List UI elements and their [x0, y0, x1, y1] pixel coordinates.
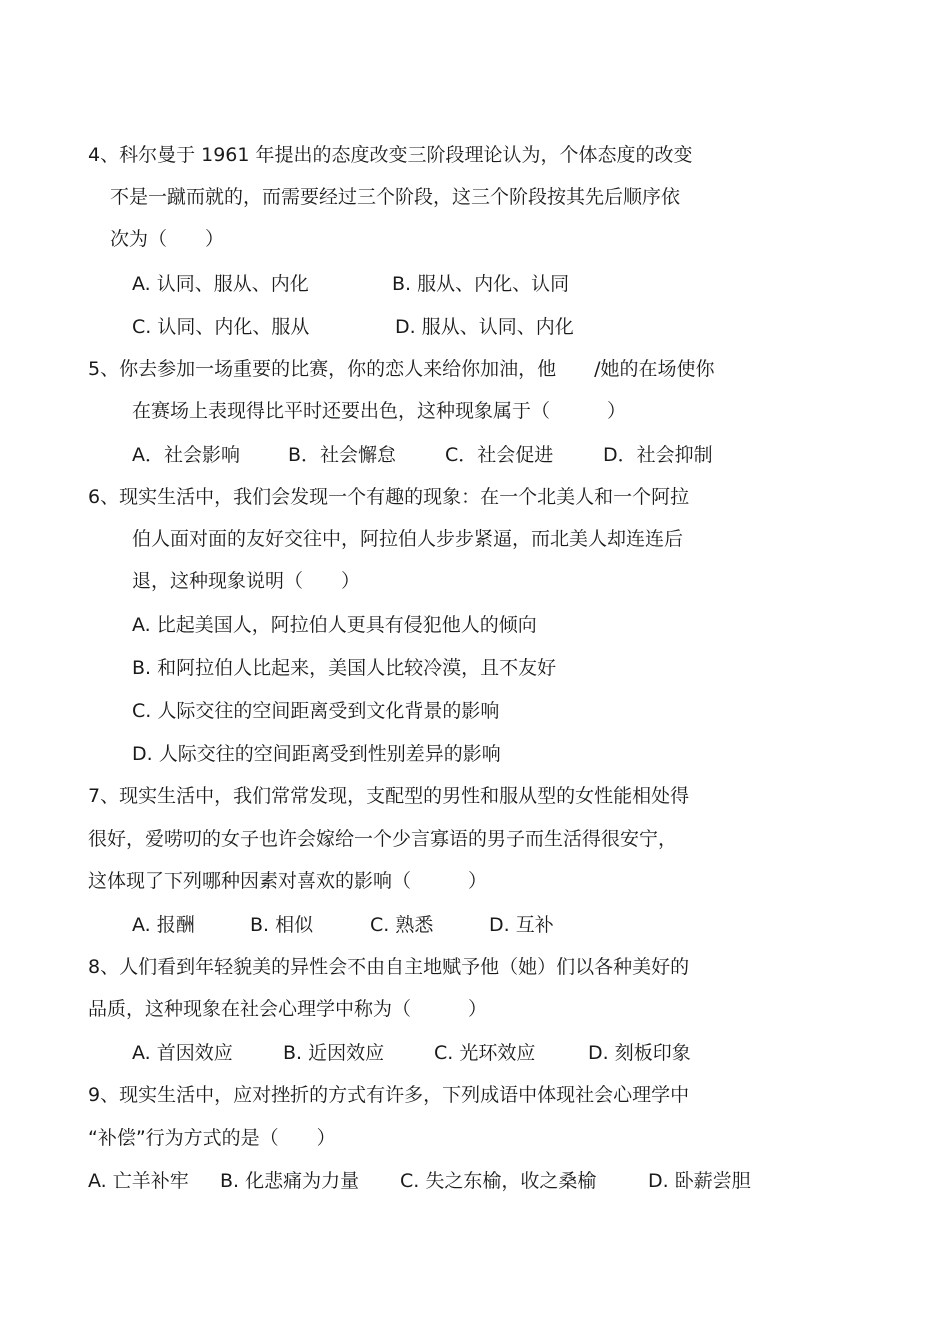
q5-stem-line-1: 5、你去参加一场重要的比赛，你的恋人来给你加油，他 /她的在场使你	[88, 358, 715, 380]
q7-stem-line-2: 很好，爱唠叨的女子也许会嫁给一个少言寡语的男子而生活得很安宁，	[88, 828, 678, 850]
q6-option-d: D. 人际交往的空间距离受到性别差异的影响	[132, 743, 501, 765]
q5-option-c: C．社会促进	[445, 444, 554, 466]
q8-stem-line-1: 8、人们看到年轻貌美的异性会不由自主地赋予他（她）们以各种美好的	[88, 956, 690, 978]
q8-option-a: A. 首因效应	[132, 1042, 233, 1064]
q7-option-c: C. 熟悉	[370, 914, 434, 936]
q6-option-b: B. 和阿拉伯人比起来，美国人比较冷漠，且不友好	[132, 657, 557, 679]
q9-option-d: D. 卧薪尝胆	[648, 1170, 751, 1192]
q5-stem-line-2: 在赛场上表现得比平时还要出色，这种现象属于（ ）	[132, 400, 627, 422]
q8-option-b: B. 近因效应	[283, 1042, 385, 1064]
q9-stem-line-2: “补偿”行为方式的是（ ）	[88, 1127, 336, 1149]
q5-option-d: D．社会抑制	[603, 444, 713, 466]
q7-stem-line-3: 这体现了下列哪种因素对喜欢的影响（ ）	[88, 870, 488, 892]
q4-stem-line-3: 次为（ ）	[110, 228, 225, 250]
q5-option-b: B．社会懈怠	[288, 444, 397, 466]
q4-option-c: C. 认同、内化、服从	[132, 316, 310, 338]
q7-stem-line-1: 7、现实生活中，我们常常发现，支配型的男性和服从型的女性能相处得	[88, 785, 690, 807]
q6-stem-line-3: 退，这种现象说明（ ）	[132, 570, 361, 592]
q4-stem-line-1: 4、科尔曼于 1961 年提出的态度改变三阶段理论认为，个体态度的改变	[88, 144, 693, 166]
q8-option-c: C. 光环效应	[434, 1042, 536, 1064]
q4-option-d: D. 服从、认同、内化	[395, 316, 574, 338]
q9-option-a: A. 亡羊补牢	[88, 1170, 189, 1192]
q7-option-b: B. 相似	[250, 914, 314, 936]
q4-stem-line-2: 不是一蹴而就的，而需要经过三个阶段，这三个阶段按其先后顺序依	[110, 186, 681, 208]
q4-option-a: A. 认同、服从、内化	[132, 273, 309, 295]
q9-option-c: C. 失之东榆，收之桑榆	[400, 1170, 597, 1192]
q8-option-d: D. 刻板印象	[588, 1042, 691, 1064]
q7-option-a: A. 报酬	[132, 914, 195, 936]
q9-option-b: B. 化悲痛为力量	[220, 1170, 360, 1192]
q6-stem-line-2: 伯人面对面的友好交往中，阿拉伯人步步紧逼，而北美人却连连后	[132, 528, 684, 550]
q4-option-b: B. 服从、内化、认同	[392, 273, 570, 295]
q9-stem-line-1: 9、现实生活中，应对挫折的方式有许多，下列成语中体现社会心理学中	[88, 1084, 690, 1106]
q6-option-c: C. 人际交往的空间距离受到文化背景的影响	[132, 700, 500, 722]
q8-stem-line-2: 品质，这种现象在社会心理学中称为（ ）	[88, 998, 488, 1020]
q6-stem-line-1: 6、现实生活中，我们会发现一个有趣的现象：在一个北美人和一个阿拉	[88, 486, 690, 508]
q7-option-d: D. 互补	[489, 914, 554, 936]
q6-option-a: A. 比起美国人，阿拉伯人更具有侵犯他人的倾向	[132, 614, 537, 636]
q5-option-a: A．社会影响	[132, 444, 240, 466]
